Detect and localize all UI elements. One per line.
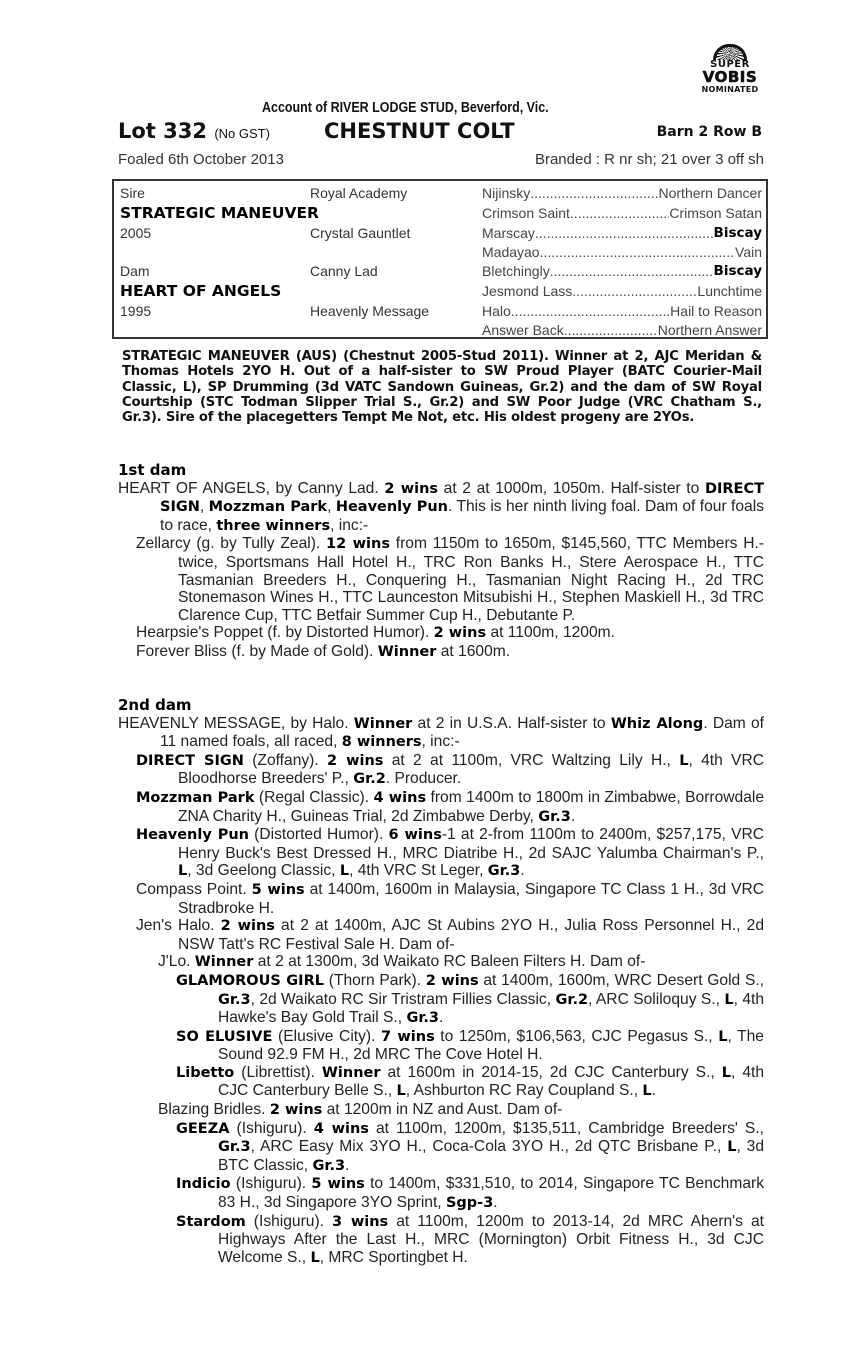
sire-name: STRATEGIC MANEUVER	[120, 204, 319, 222]
foal-entry: Hearpsie's Poppet (f. by Distorted Humor). 2 wins at 1100m, 1200m.	[136, 624, 615, 642]
logo-super: SUPER	[710, 59, 750, 70]
foal-entry: DIRECT SIGN (Zoffany). 2 wins at 2 at 1100m, VRC Waltzing Lily H., L, 4th VRC Bloodhorse Breeders' P., Gr.2. Producer.	[136, 751, 764, 788]
barn-location: Barn 2 Row B	[656, 124, 762, 140]
foal-entry: Zellarcy (g. by Tully Zeal). 12 wins from 1150m to 1650m, $145,560, TTC Members H.-twice, Sportsmans Hall Hotel H., TRC Ron Banks H., Stere Aerospace H., TTC Tasmanian Breeders H., Conquering H., Tasmanian Night Racing H., 2d TRC Stonemason Wines H., TTC Launceston Mitsubishi H., Stephen Maskiell H., 3d TRC Clarence Cup, TTC Betfair Summer Cup H., Debutante P.	[136, 535, 765, 624]
first-dam-section	[118, 462, 764, 662]
foal-entry: Blazing Bridles. 2 wins at 1200m in NZ and Aust. Dam of-	[158, 1101, 563, 1119]
foal-entry: J'Lo. Winner at 2 at 1300m, 3d Waikato RC Baleen Filters H. Dam of-	[158, 953, 646, 971]
dam-dam: Heavenly Message	[310, 303, 430, 319]
grandparent-row: Halo ..... Hail to Reason	[482, 303, 762, 319]
grandparent-row: Answer Back ..... Northern Answer	[482, 322, 762, 338]
sunburst-icon	[713, 44, 747, 60]
foal-entry: Heavenly Pun (Distorted Humor). 6 wins-1 at 2-from 1100m to 2400m, $257,175, VRC Henry Buck's Best Dressed H., MRC Diatribe H., 2d SAJC Yalumba Chairman's P., L, 3d Geelong Classic, L, 4th VRC St Leger, Gr.3.	[136, 826, 764, 880]
foal-entry: Compass Point. 5 wins at 1400m, 1600m in Malaysia, Singapore TC Class 1 H., 3d VRC Stradbroke H.	[136, 880, 764, 917]
sire-dam: Crystal Gauntlet	[310, 225, 411, 241]
dam-name: HEART OF ANGELS	[120, 282, 282, 300]
brand-marks: Branded : R nr sh; 21 over 3 off sh	[534, 151, 764, 168]
second-dam-section	[118, 697, 764, 1267]
pedigree-table	[112, 179, 768, 339]
sire-label: Sire	[120, 185, 145, 201]
foal-entry: Indicio (Ishiguru). 5 wins to 1400m, $331,510, to 2014, Singapore TC Benchmark 83 H., 3d Singapore 3YO Sprint, Sgp-3.	[176, 1175, 764, 1212]
foal-entry: Stardom (Ishiguru). 3 wins at 1100m, 1200m to 2013-14, 2d MRC Ahern's at Highways After the Last H., MRC (Mornington) Orbit Fitness H., 3d CJC Welcome S., L, MRC Sportingbet H.	[176, 1212, 764, 1266]
foaled-date: Foaled 6th October 2013	[118, 151, 284, 168]
lot-number: Lot 332 (No GST)	[118, 119, 270, 143]
dam-intro: HEAVENLY MESSAGE, by Halo. Winner at 2 in U.S.A. Half-sister to Whiz Along. Dam of 11 named foals, all raced, 8 winners, inc:-	[118, 714, 764, 751]
logo-vobis: VOBIS	[702, 68, 758, 86]
grandparent-row: Jesmond Lass ..... Lunchtime	[482, 283, 762, 299]
section-heading: 2nd dam	[118, 696, 192, 714]
vendor-account: Account of RIVER LODGE STUD, Beverford, Vic.	[262, 100, 549, 116]
super-vobis-logo	[690, 44, 770, 110]
foal-entry: GEEZA (Ishiguru). 4 wins at 1100m, 1200m, $135,511, Cambridge Breeders' S., Gr.3, ARC Easy Mix 3YO H., Coca-Cola 3YO H., 2d QTC Brisbane P., L, 3d BTC Classic, Gr.3.	[176, 1119, 764, 1174]
dam-intro: HEART OF ANGELS, by Canny Lad. 2 wins at 2 at 1000m, 1050m. Half-sister to DIRECT SIGN, Mozzman Park, Heavenly Pun. This is her ninth living foal. Dam of four foals to race, three winners, inc:-	[118, 479, 764, 534]
grandparent-row: Crimson Saint ..... Crimson Satan	[482, 205, 762, 221]
grandparent-row: Madayao ..... Vain	[482, 244, 762, 260]
logo-nominated: NOMINATED	[701, 85, 759, 94]
grandparent-row: Nijinsky ..... Northern Dancer	[482, 185, 762, 201]
foal-entry: SO ELUSIVE (Elusive City). 7 wins to 1250m, $106,563, CJC Pegasus S., L, The Sound 92.9 FM H., 2d MRC The Cove Hotel H.	[176, 1027, 764, 1064]
dam-label: Dam	[120, 263, 150, 279]
foal-entry: Mozzman Park (Regal Classic). 4 wins from 1400m to 1800m in Zimbabwe, Borrowdale ZNA Charity H., Guineas Trial, 2d Zimbabwe Derby, Gr.3.	[136, 788, 765, 825]
dam-sire: Canny Lad	[310, 263, 378, 279]
grandparent-row: Bletchingly ..... Biscay	[482, 263, 762, 279]
foal-entry: Libetto (Librettist). Winner at 1600m in 2014-15, 2d CJC Canterbury S., L, 4th CJC Canterbury Belle S., L, Ashburton RC Ray Coupland S., L.	[176, 1063, 765, 1100]
dam-year: 1995	[120, 303, 152, 319]
lot-line	[118, 119, 766, 147]
foal-entry: Forever Bliss (f. by Made of Gold). Winner at 1600m.	[136, 642, 511, 660]
grandparent-row: Marscay ..... Biscay	[482, 225, 762, 241]
sire-sire: Royal Academy	[310, 185, 408, 201]
lot-description: CHESTNUT COLT	[324, 119, 515, 143]
foal-entry: GLAMOROUS GIRL (Thorn Park). 2 wins at 1400m, 1600m, WRC Desert Gold S., Gr.3, 2d Waikato RC Sir Tristram Fillies Classic, Gr.2, ARC Soliloquy S., L, 4th Hawke's Bay Gold Trail S., Gr.3.	[176, 971, 765, 1027]
section-heading: 1st dam	[118, 461, 187, 479]
sire-summary: STRATEGIC MANEUVER (AUS) (Chestnut 2005-Stud 2011). Winner at 2, AJC Meridan & Thomas Hotels 2YO H. Out of a half-sister to SW Proud Player (BATC Courier-Mail Classic, L), SP Drumming (3d VATC Sandown Guineas, Gr.2) and the dam of SW Royal Courtship (STC Todman Slipper Trial S., Gr.2) and SW Poor Judge (VRC Chatham S., Gr.3). Sire of the placegetters Tempt Me Not, etc. His oldest progeny are 2YOs.	[122, 349, 762, 426]
gst-note: (No GST)	[214, 126, 270, 141]
sire-year: 2005	[120, 225, 152, 241]
foal-entry: Jen's Halo. 2 wins at 2 at 1400m, AJC St Aubins 2YO H., Julia Ross Personnel H., 2d NSW Tatt's RC Festival Sale H. Dam of-	[136, 917, 765, 953]
